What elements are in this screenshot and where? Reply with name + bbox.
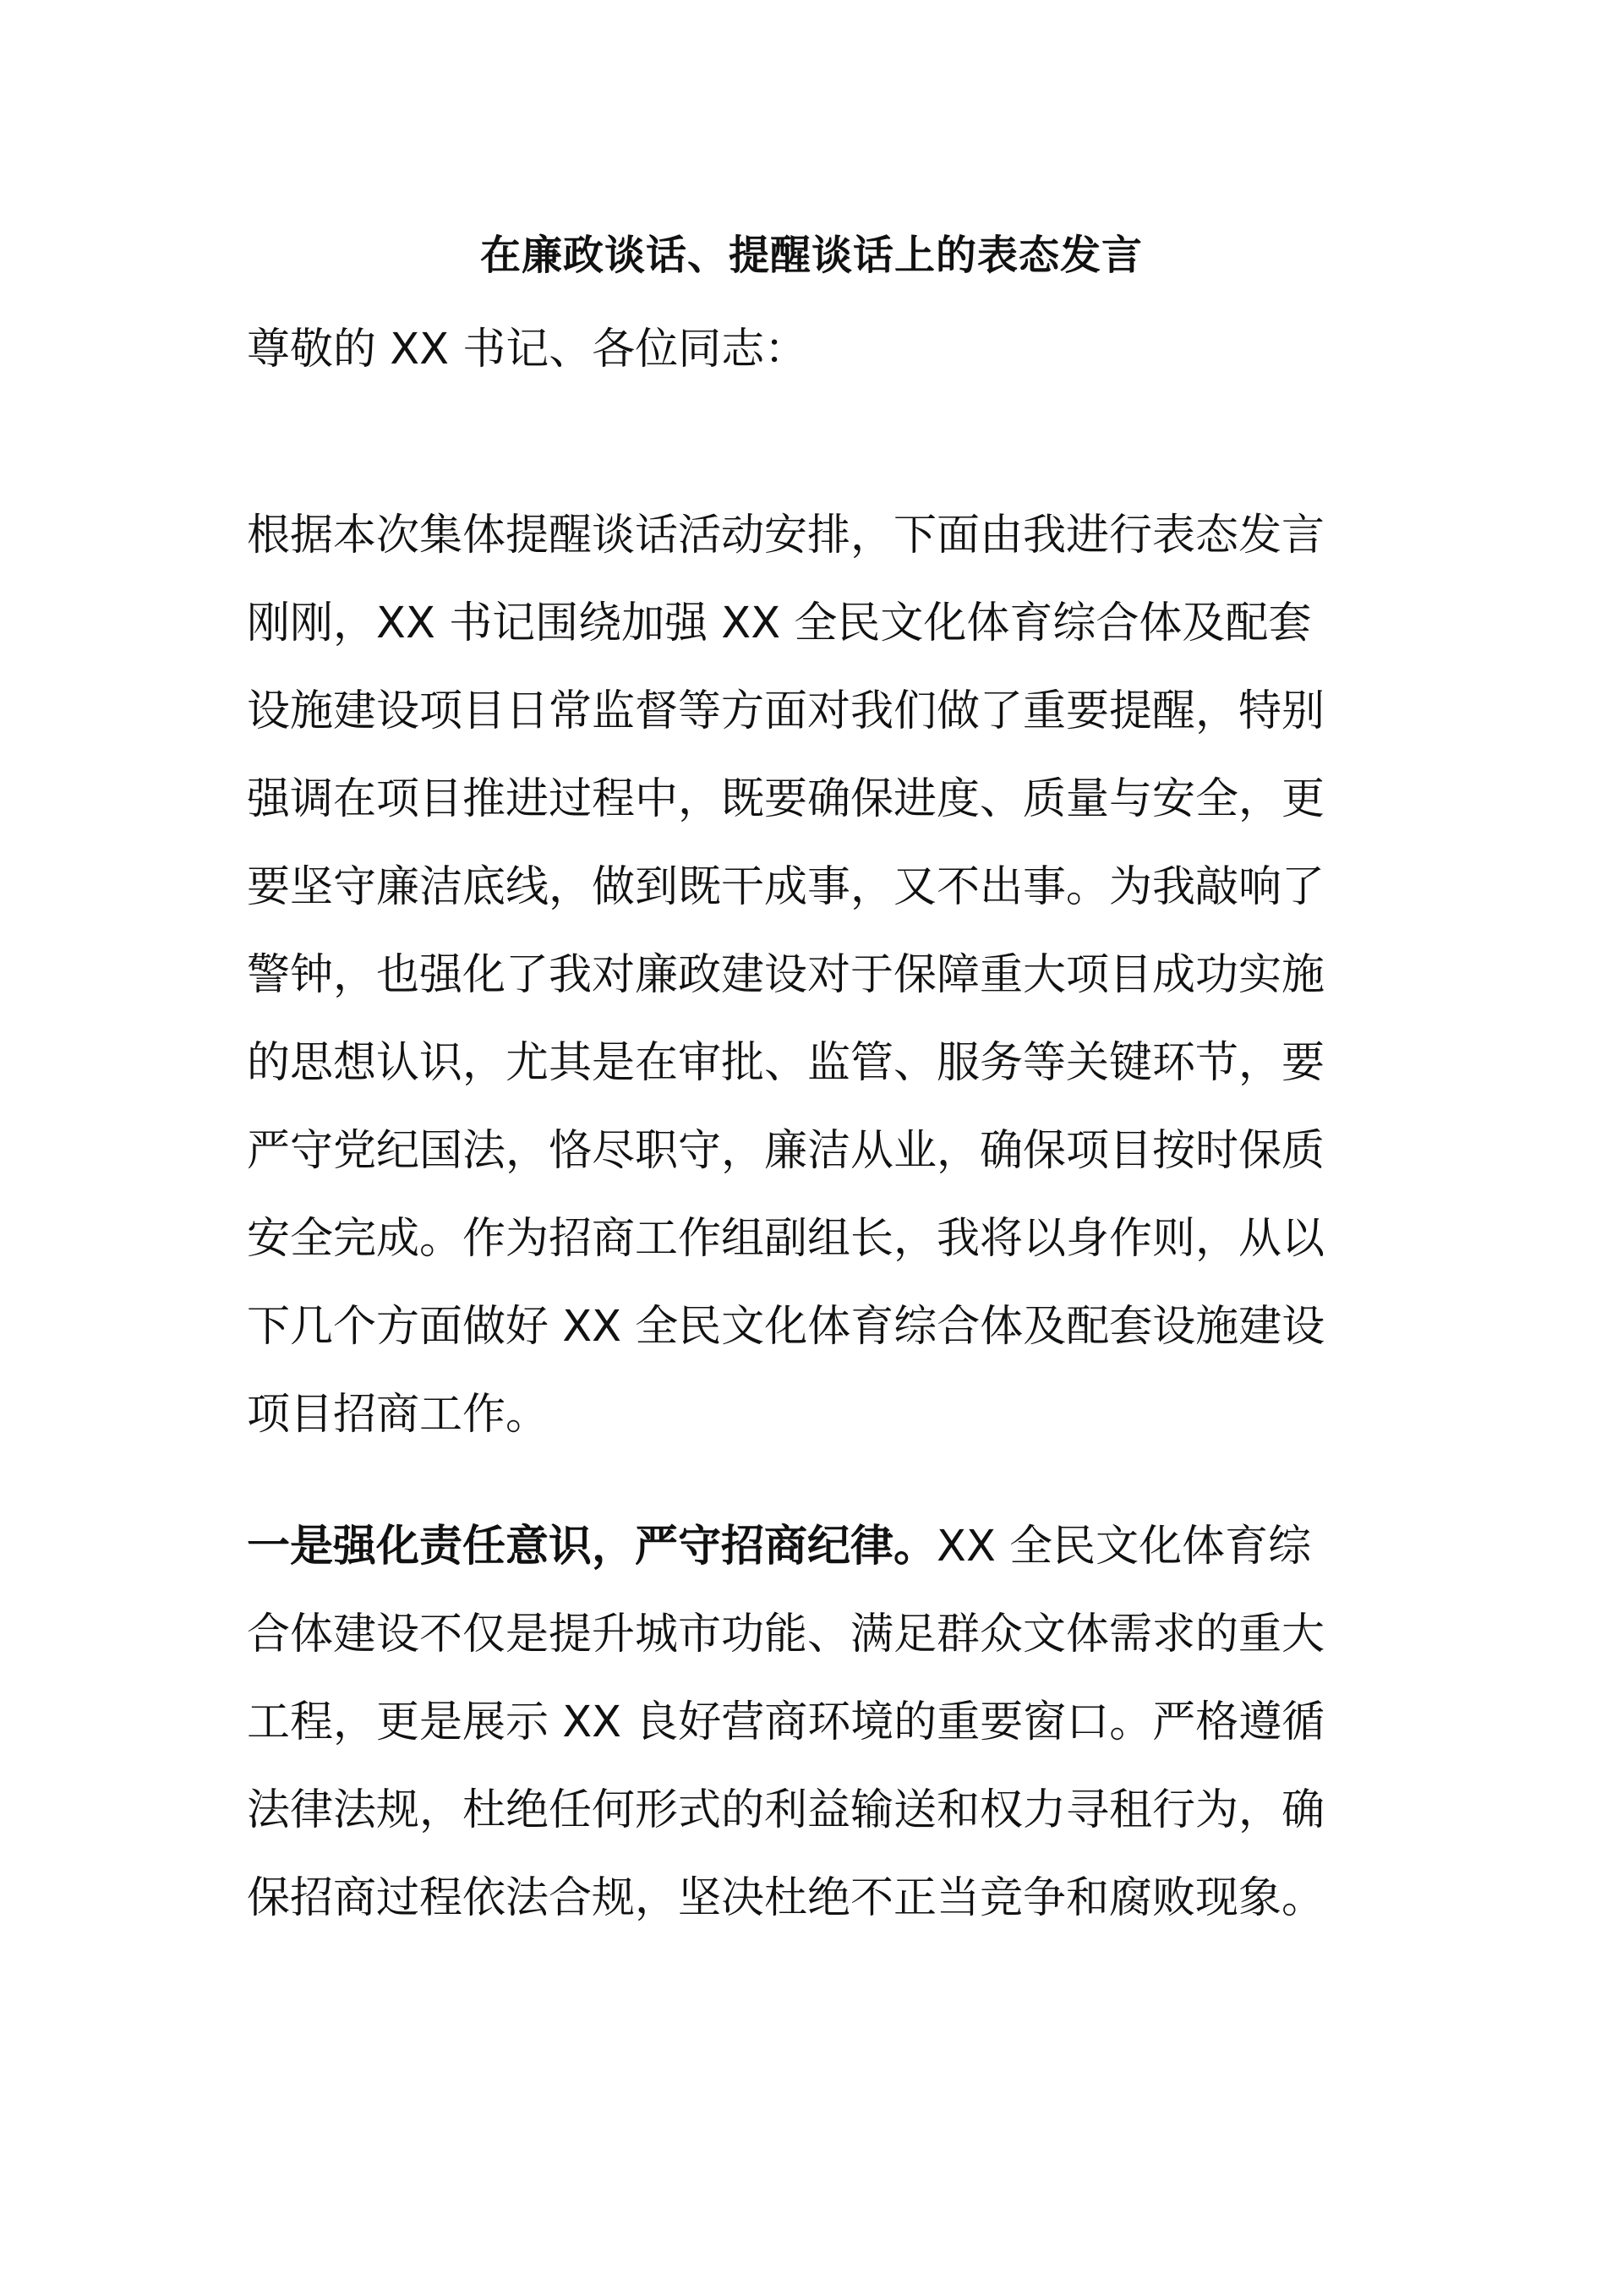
- paragraph-1-line: 警钟，也强化了我对廉政建设对于保障重大项目成功实施: [247, 950, 1325, 1000]
- paragraph-2-line: 保招商过程依法合规，坚决杜绝不正当竞争和腐败现象。: [247, 1873, 1325, 1923]
- paragraph-2-line: 法律法规，杜绝任何形式的利益输送和权力寻租行为，确: [247, 1785, 1325, 1835]
- paragraph-2-line: 合体建设不仅是提升城市功能、满足群众文体需求的重大: [247, 1610, 1325, 1659]
- paragraph-2-first-line-rest: XX 全民文化体育综: [937, 1522, 1312, 1572]
- paragraph-2-line: 工程，更是展示 XX 良好营商环境的重要窗口。严格遵循: [247, 1697, 1325, 1747]
- salutation: 尊敬的 XX 书记、各位同志：: [247, 325, 808, 374]
- document-title: 在廉政谈话、提醒谈话上的表态发言: [479, 232, 1143, 279]
- paragraph-2-first-line: [247, 1503, 1388, 1591]
- paragraph-1-line: 项目招商工作。: [247, 1390, 549, 1440]
- paragraph-1-line: 设施建设项目日常监督等方面对我们做了重要提醒，特别: [247, 686, 1325, 736]
- paragraph-1-line: 安全完成。作为招商工作组副组长，我将以身作则，从以: [247, 1214, 1325, 1264]
- paragraph-1-line: 强调在项目推进过程中，既要确保进度、质量与安全，更: [247, 774, 1325, 824]
- paragraph-1-line: 根据本次集体提醒谈话活动安排，下面由我进行表态发言: [247, 511, 1325, 560]
- paragraph-1-line: 刚刚，XX 书记围绕加强 XX 全民文化体育综合体及配套: [247, 599, 1312, 648]
- paragraph-1-line: 的思想认识，尤其是在审批、监管、服务等关键环节，要: [247, 1038, 1325, 1088]
- paragraph-1-line: 要坚守廉洁底线，做到既干成事，又不出事。为我敲响了: [247, 862, 1325, 912]
- paragraph-2: [247, 1503, 1388, 1943]
- paragraph-1: [247, 492, 1388, 1459]
- paragraph-2-bold-lead: 一是强化责任意识，严守招商纪律。: [247, 1522, 937, 1572]
- paragraph-1-line: 下几个方面做好 XX 全民文化体育综合体及配套设施建设: [247, 1302, 1325, 1352]
- paragraph-1-line: 严守党纪国法，恪尽职守，廉洁从业，确保项目按时保质: [247, 1126, 1325, 1176]
